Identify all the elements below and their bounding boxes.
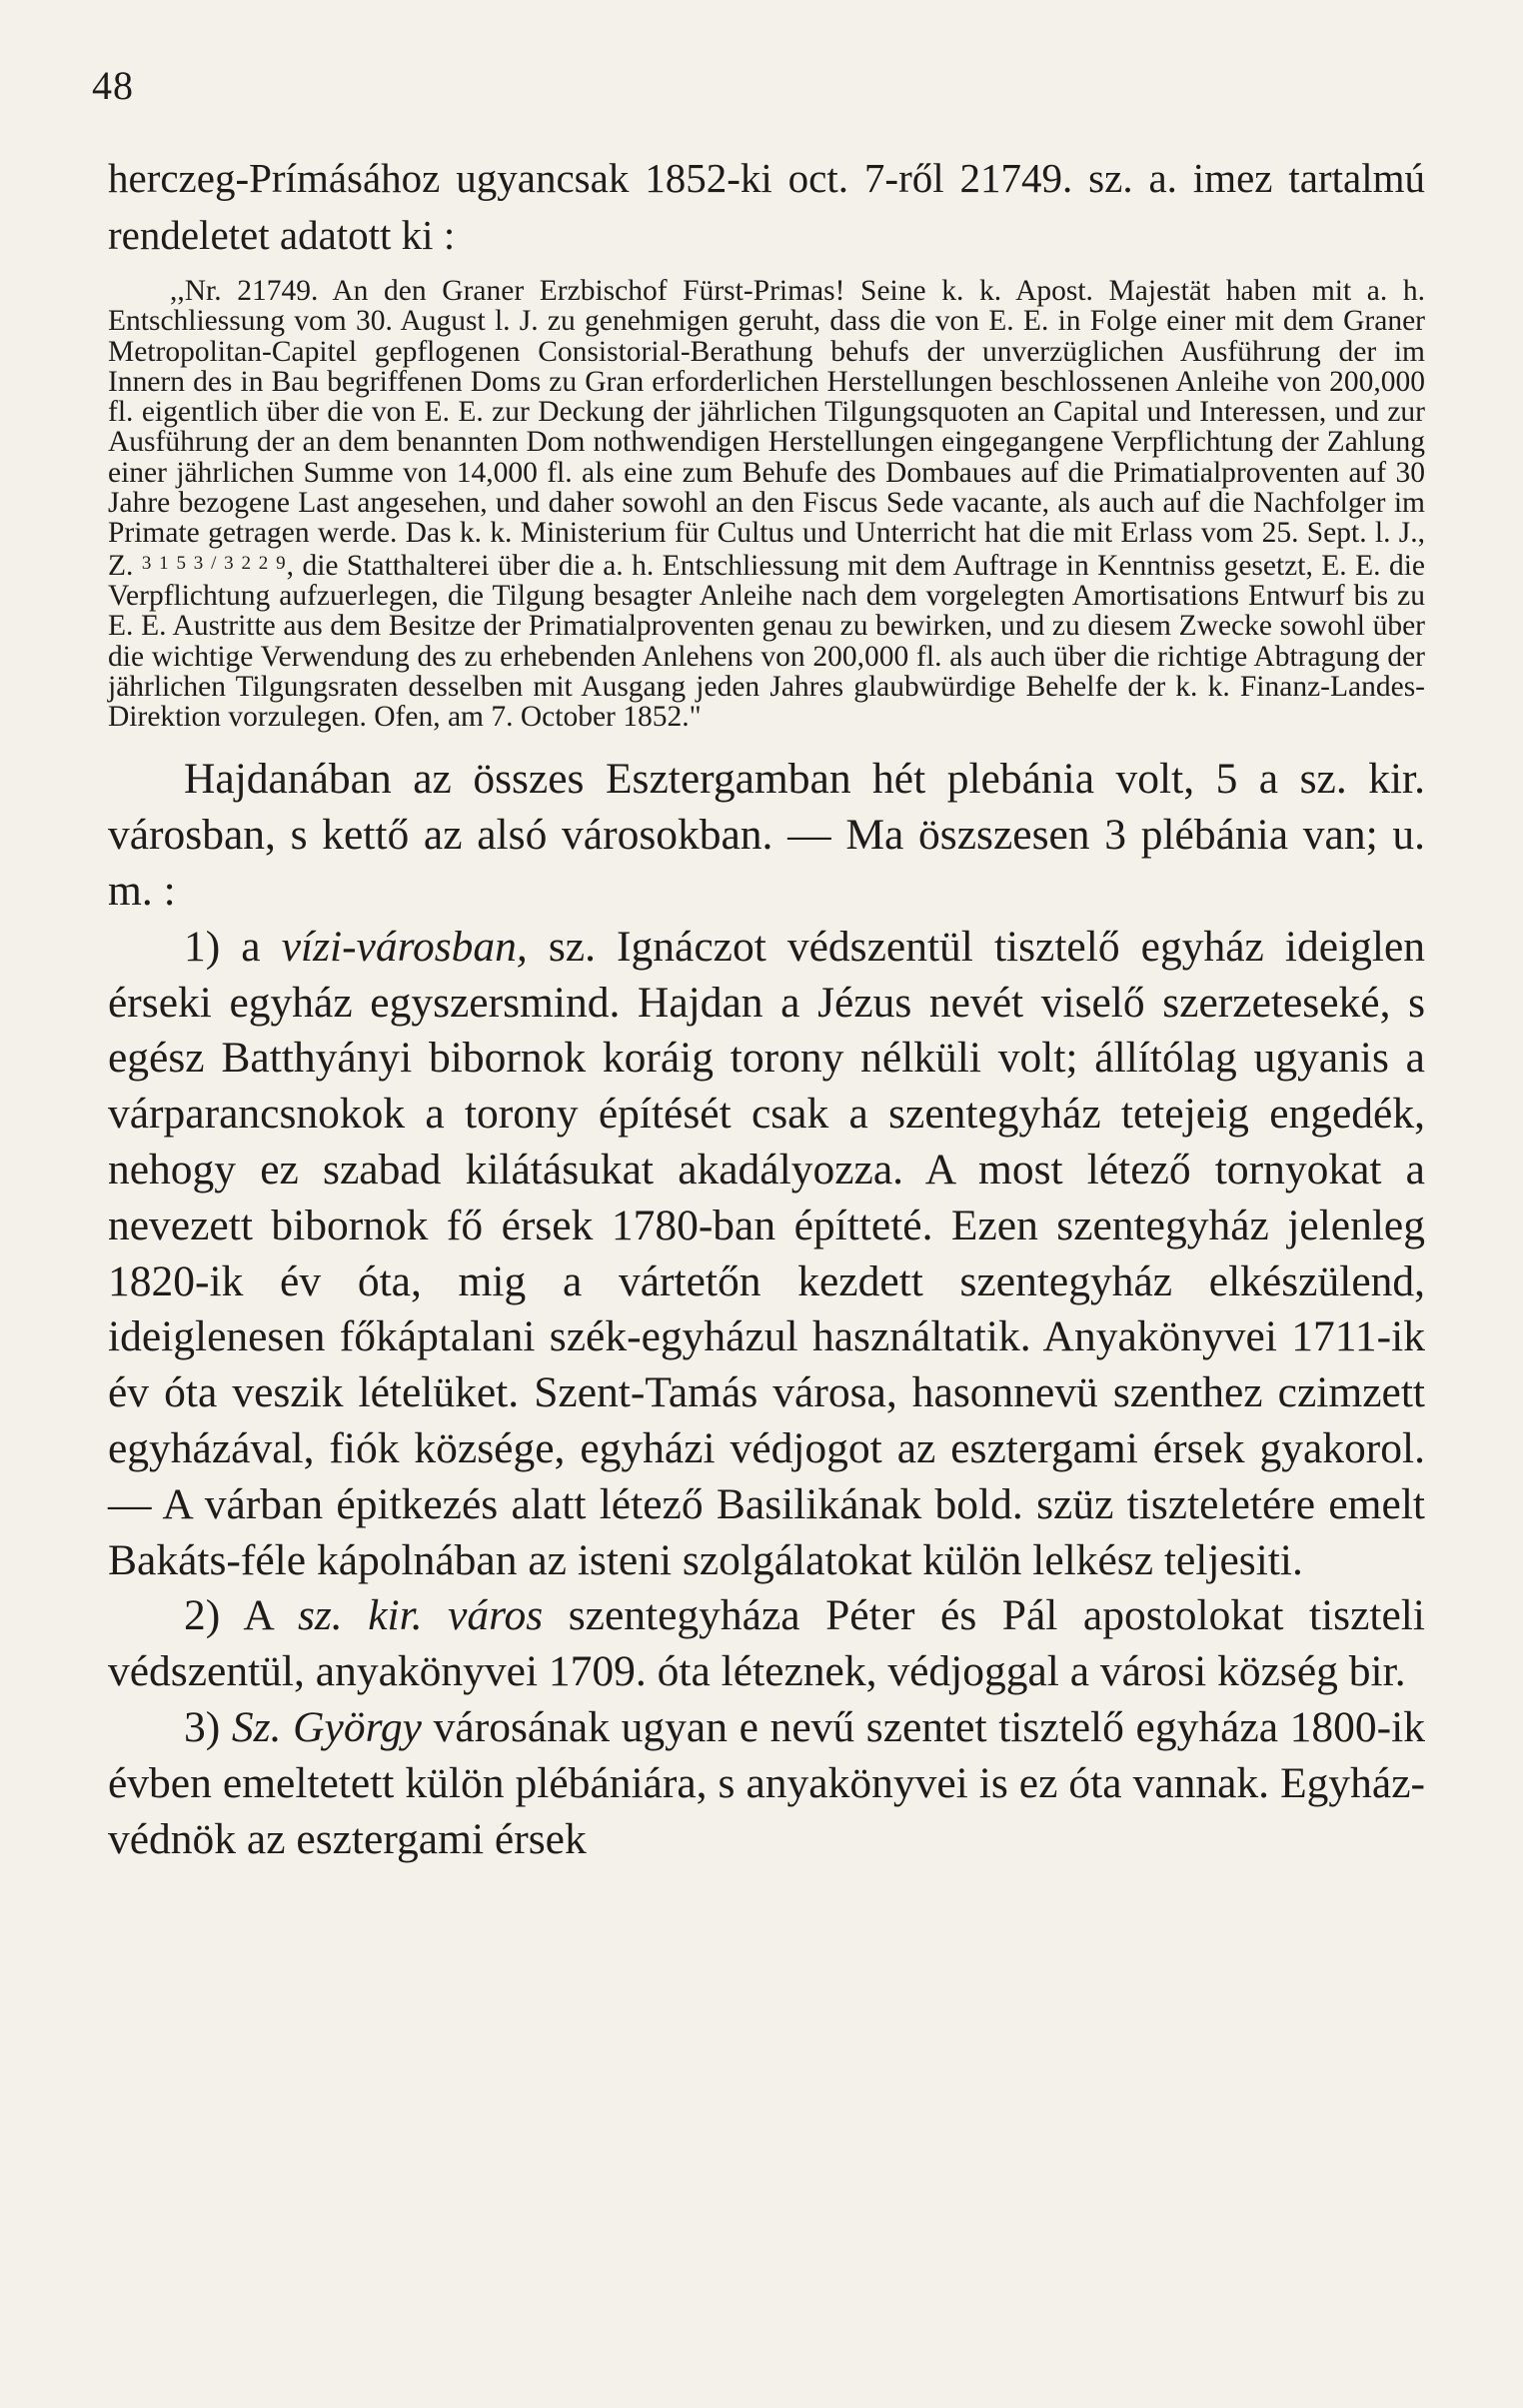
page-number: 48: [92, 63, 134, 108]
intro-paragraph: Hajdanában az összes Esztergamban hét plebánia volt, 5 a sz. kir. városban, s kettő az alsó városokban. — Ma öszszesen 3 plébánia van; u. m. :: [108, 755, 1425, 916]
page-body: [108, 150, 1425, 1867]
item-text: városának ugyan e nevű szentet tisztelő egyháza 1800-ik évben emeltetett külön plébániára, s anyakönyvei is ez óta vannak. Egyház-védnök az esztergami érsek: [108, 1703, 1426, 1863]
item-number: 1) a: [184, 922, 261, 971]
item-number: 3): [184, 1703, 221, 1751]
lead-paragraph: herczeg-Prímásához ugyancsak 1852-ki oct. 7-ről 21749. sz. a. imez tartalmú rendeletet adatott ki :: [108, 155, 1425, 258]
reference-fraction: 3 1 5 3 / 3 2 2 9: [141, 552, 287, 574]
german-quotation: [108, 276, 1425, 732]
parish-item-3: [108, 1700, 1425, 1867]
item-text: szentegyháza Péter és Pál apostolokat tiszteli védszentül, anyakönyvei 1709. óta léteznek, védjoggal a városi község bir.: [108, 1591, 1425, 1696]
item-number: 2) A: [184, 1591, 273, 1640]
italic-term: vízi-városban,: [281, 922, 528, 971]
quotation-text-start: ,,Nr. 21749. An den Graner Erzbischof Fürst-Primas! Seine k. k. Apost. Majestät haben mit a. h. Entschliessung vom 30. August l. J. zu genehmigen geruht, dass die von E. E. in Folge einer mit dem Graner Metropolitan-Capitel gepflogenen Consistorial-Berathung behufs der unverzüglichen Ausführung der im Innern des in Bau begriffenen Doms zu Gran erforderlichen Herstellungen beschlossenen Anleihe von 200,000 fl. eigentlich über die von E. E. zur Deckung der jährlichen Tilgungsquoten an Capital und Interessen, und zur Ausführung der an dem benannten Dom nothwendigen Herstellungen eingegangene Verpflichtung der Zahlung einer jährlichen Summe von 14,000 fl. als eine zum Behufe des Dombaues auf die Primatialproventen auf 30 Jahre bezogene Last angesehen, und daher sowohl an den Fiscus Sede vacante, als auch auf die Nachfolger im Primate getragen werde. Das k. k. Ministerium für Cultus und Unterricht hat die mit Erlass vom 25. Sept. l. J., Z.: [108, 275, 1425, 582]
parish-item-2: [108, 1588, 1425, 1700]
italic-term: sz. kir. város: [297, 1591, 544, 1640]
italic-term: Sz. György: [231, 1703, 422, 1751]
item-text: sz. Ignáczot védszentül tisztelő egyház ideiglen érseki egyház egyszersmind. Hajdan a Jézus nevét viselő szerzeteseké, s egész Batthyányi bibornok koráig torony nélküli volt; állítólag ugyanis a várparancsnokok a torony építését csak a szentegyház tetejeig engedék, nehogy ez szabad kilátásukat akadályozza. A most létező tornyokat a nevezett bibornok fő érsek 1780-ban építteté. Ezen szentegyház jelenleg 1820-ik év óta, mig a vártetőn kezdett szentegyház elkészülend, ideiglenesen főkáptalani szék-egyházul használtatik. Anyakönyvei 1711-ik év óta veszik lételüket. Szent-Tamás városa, hasonnevü szenthez czimzett egyházával, fiók községe, egyházi védjogot az esztergami érsek gyakorol. — A várban épitkezés alatt létező Basilikának bold. szüz tiszteletére emelt Bakáts-féle kápolnában az isteni szolgálatokat külön lelkész teljesiti.: [108, 922, 1426, 1584]
quotation-text-end: , die Statthalterei über die a. h. Entschliessung mit dem Auftrage in Kenntniss gesetzt, E. E. die Verpflichtung aufzuerlegen, die Tilgung besagter Anleihe nach dem vorgelegten Amortisations Entwurf bis zu E. E. Austritte aus dem Besitze der Primatialproventen genau zu bewirken, und zu diesem Zwecke sowohl über die wichtige Verwendung des zu erhebenden Anlehens von 200,000 fl. als auch über die richtige Abtragung der jährlichen Tilgungsraten desselben mit Ausgang jeden Jahres glaubwürdige Behelfe der k. k. Finanz-Landes-Direktion vorzulegen. Ofen, am 7. October 1852.": [108, 549, 1425, 734]
parish-item-1: [108, 920, 1425, 1589]
